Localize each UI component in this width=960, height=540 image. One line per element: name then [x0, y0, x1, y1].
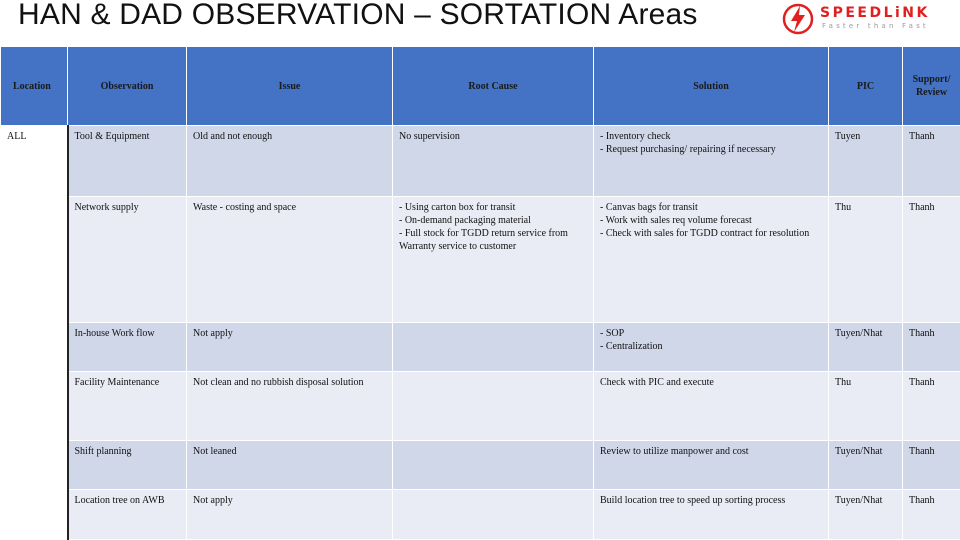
table-row	[1, 441, 960, 490]
root-cause-cell	[393, 441, 594, 490]
observation-cell: In-house Work flow	[68, 323, 187, 372]
issue-cell: Waste - costing and space	[187, 197, 393, 323]
solution-cell: Build location tree to speed up sorting process	[594, 490, 829, 540]
support-cell: Thanh	[903, 490, 960, 540]
pic-cell: Tuyen	[829, 126, 903, 197]
header-issue: Issue	[187, 47, 393, 126]
solution-cell: Review to utilize manpower and cost	[594, 441, 829, 490]
table-header-row	[1, 47, 960, 126]
issue-cell: Old and not enough	[187, 126, 393, 197]
root-cause-cell: - Using carton box for transit - On-demand packaging material - Full stock for TGDD return service from Warranty service to customer	[393, 197, 594, 323]
observation-cell: Shift planning	[68, 441, 187, 490]
header-root-cause: Root Cause	[393, 47, 594, 126]
root-cause-cell	[393, 490, 594, 540]
logo-wordmark: SPEEDLiNK	[820, 5, 930, 21]
speedlink-logo	[780, 2, 960, 36]
issue-cell: Not apply	[187, 323, 393, 372]
support-cell: Thanh	[903, 323, 960, 372]
header-solution: Solution	[594, 47, 829, 126]
support-cell: Thanh	[903, 197, 960, 323]
support-cell: Thanh	[903, 441, 960, 490]
observation-cell: Location tree on AWB	[68, 490, 187, 540]
observation-cell: Facility Maintenance	[68, 372, 187, 441]
table-row	[1, 126, 960, 197]
location-cell: ALL	[1, 126, 68, 540]
header-support-review: Support/ Review	[903, 47, 960, 126]
solution-cell: - SOP - Centralization	[594, 323, 829, 372]
observation-cell: Tool & Equipment	[68, 126, 187, 197]
solution-cell: - Inventory check - Request purchasing/ repairing if necessary	[594, 126, 829, 197]
header-pic: PIC	[829, 47, 903, 126]
header-location: Location	[1, 47, 68, 126]
table-row	[1, 323, 960, 372]
solution-cell: Check with PIC and execute	[594, 372, 829, 441]
pic-cell: Tuyen/Nhat	[829, 323, 903, 372]
root-cause-cell	[393, 323, 594, 372]
observation-table	[0, 46, 960, 540]
pic-cell: Thu	[829, 197, 903, 323]
pic-cell: Tuyen/Nhat	[829, 490, 903, 540]
root-cause-cell: No supervision	[393, 126, 594, 197]
solution-cell: - Canvas bags for transit - Work with sales req volume forecast - Check with sales for TGDD contract for resolution	[594, 197, 829, 323]
issue-cell: Not leaned	[187, 441, 393, 490]
pic-cell: Thu	[829, 372, 903, 441]
issue-cell: Not apply	[187, 490, 393, 540]
observation-cell: Network supply	[68, 197, 187, 323]
page-title: HAN & DAD OBSERVATION – SORTATION Areas	[18, 0, 698, 31]
root-cause-cell	[393, 372, 594, 441]
issue-cell: Not clean and no rubbish disposal solution	[187, 372, 393, 441]
lightning-bolt-icon	[782, 3, 814, 35]
support-cell: Thanh	[903, 372, 960, 441]
header-observation: Observation	[68, 47, 187, 126]
pic-cell: Tuyen/Nhat	[829, 441, 903, 490]
logo-tagline: Faster than Fast	[822, 22, 929, 30]
table-row	[1, 490, 960, 540]
table-row	[1, 197, 960, 323]
table-row	[1, 372, 960, 441]
support-cell: Thanh	[903, 126, 960, 197]
